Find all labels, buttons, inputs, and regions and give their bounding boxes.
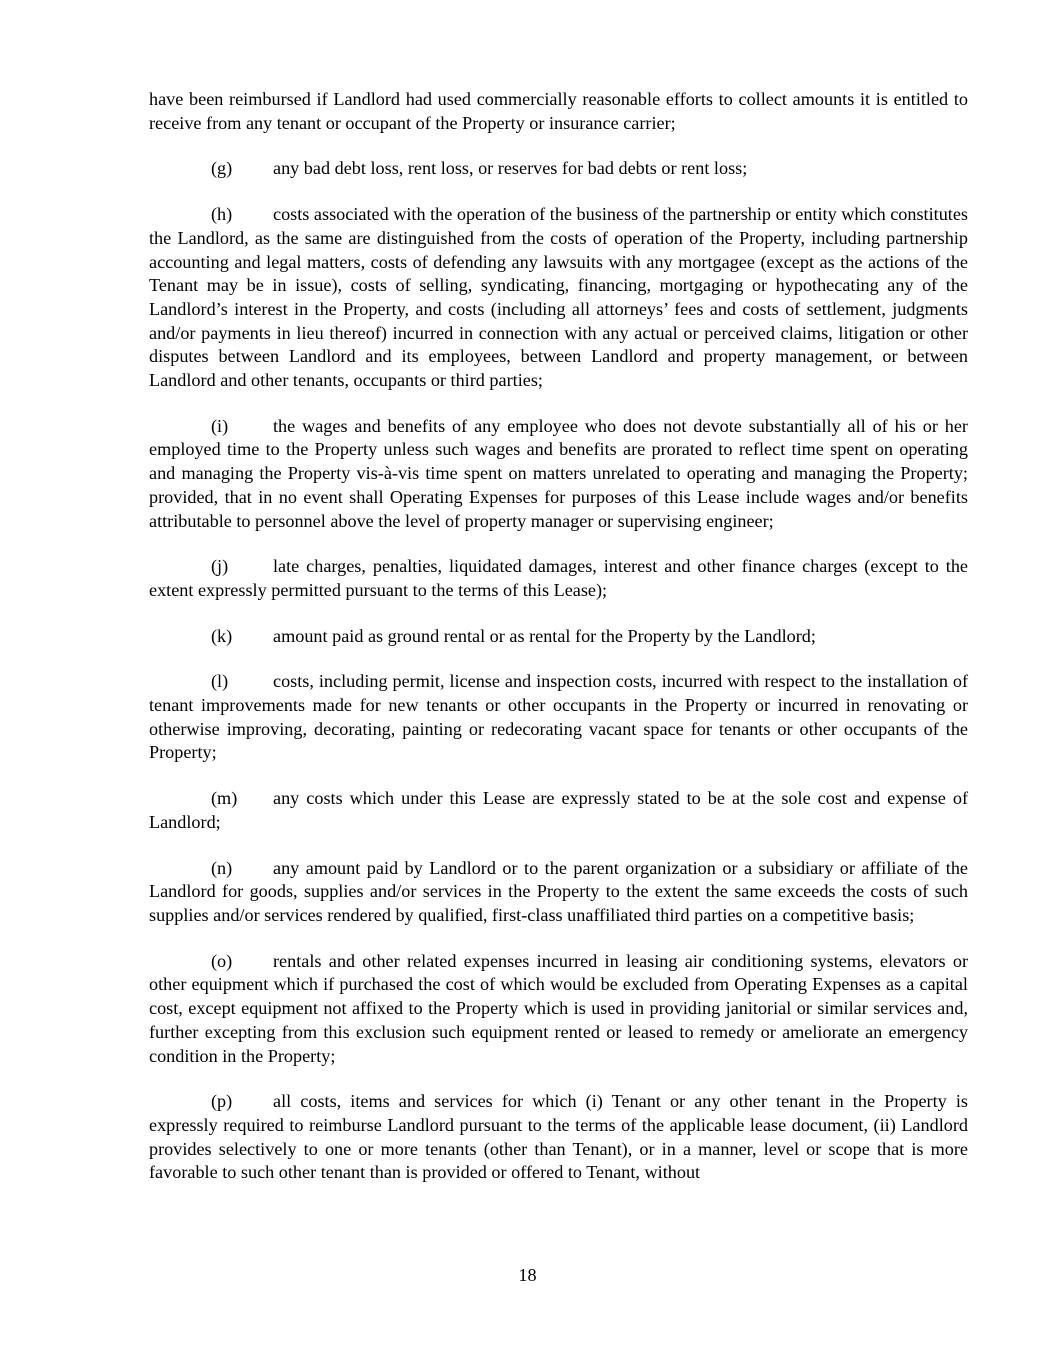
clause-l xyxy=(149,670,968,765)
clause-text: any bad debt loss, rent loss, or reserves for bad debts or rent loss; xyxy=(273,158,748,179)
clause-i xyxy=(149,415,968,534)
clause-label: (m) xyxy=(211,788,238,809)
page-number: 18 xyxy=(518,1265,537,1285)
clause-n xyxy=(149,857,968,928)
clause-text: any costs which under this Lease are expressly stated to be at the sole cost and expense of Landlord; xyxy=(149,788,968,832)
document-page xyxy=(149,88,968,1207)
clause-label: (g) xyxy=(211,158,233,179)
clause-o xyxy=(149,950,968,1069)
clause-text: rentals and other related expenses incurred in leasing air conditioning systems, elevators or other equipment which if purchased the cost of which would be excluded from Operating Expenses as a capital cost, except equipment not affixed to the Property which is used in providing janitorial or similar services and, further excepting from this exclusion such equipment rented or leased to remedy or ameliorate an emergency condition in the Property; xyxy=(149,950,968,1066)
clause-p xyxy=(149,1090,968,1185)
clause-text: late charges, penalties, liquidated damages, interest and other finance charges (except to the extent expressly permitted pursuant to the terms of this Lease); xyxy=(149,556,968,600)
clause-m xyxy=(149,787,968,834)
clause-g xyxy=(149,157,968,181)
clause-label: (k) xyxy=(211,625,233,646)
clause-label: (o) xyxy=(211,950,233,971)
clause-k xyxy=(149,625,968,649)
clause-text: all costs, items and services for which (i) Tenant or any other tenant in the Property is expressly required to reimburse Landlord pursuant to the terms of the applicable lease document, (ii) Landlord provides selectively to one or more tenants (other than Tenant), or in a manner, level or scope that is more favorable to such other tenant than is provided or offered to Tenant, without xyxy=(149,1091,968,1183)
clause-label: (h) xyxy=(211,204,233,225)
clause-h xyxy=(149,203,968,393)
clause-j xyxy=(149,555,968,602)
clause-text: any amount paid by Landlord or to the parent organization or a subsidiary or affiliate of the Landlord for goods, supplies and/or services in the Property to the extent the same exceeds the costs of such supplies and/or services rendered by qualified, first-class unaffiliated third parties on a competitive basis; xyxy=(149,857,968,925)
clause-label: (i) xyxy=(211,415,229,436)
intro-paragraph: have been reimbursed if Landlord had used commercially reasonable efforts to collect amounts it is entitled to receive from any tenant or occupant of the Property or insurance carrier; xyxy=(149,89,968,133)
clause-text: costs associated with the operation of the business of the partnership or entity which constitutes the Landlord, as the same are distinguished from the costs of operation of the Property, including partnership accounting and legal matters, costs of defending any lawsuits with any mortgagee (except as the actions of the Tenant may be in issue), costs of selling, syndicating, financing, mortgaging or hypothecating any of the Landlord’s interest in the Property, and costs (including all attorneys’ fees and costs of settlement, judgments and/or payments in lieu thereof) incurred in connection with any actual or perceived claims, litigation or other disputes between Landlord and its employees, between Landlord and property management, or between Landlord and other tenants, occupants or third parties; xyxy=(149,204,969,391)
clause-text: amount paid as ground rental or as rental for the Property by the Landlord; xyxy=(273,625,816,646)
clause-label: (l) xyxy=(211,671,229,692)
clause-text: the wages and benefits of any employee who does not devote substantially all of his or her employed time to the Property unless such wages and benefits are prorated to reflect time spent on operating and managing the Property vis-à-vis time spent on matters unrelated to operating and managing the Property; provided, that in no event shall Operating Expenses for purposes of this Lease include wages and/or benefits attributable to personnel above the level of property manager or supervising engineer; xyxy=(149,415,968,531)
clause-label: (j) xyxy=(211,556,229,577)
clause-label: (p) xyxy=(211,1091,233,1112)
clause-label: (n) xyxy=(211,857,233,878)
clause-text: costs, including permit, license and inspection costs, incurred with respect to the installation of tenant improvements made for new tenants or other occupants in the Property or incurred in renovating or otherwise improving, decorating, painting or redecorating vacant space for tenants or other occupants of the Property; xyxy=(149,671,968,763)
